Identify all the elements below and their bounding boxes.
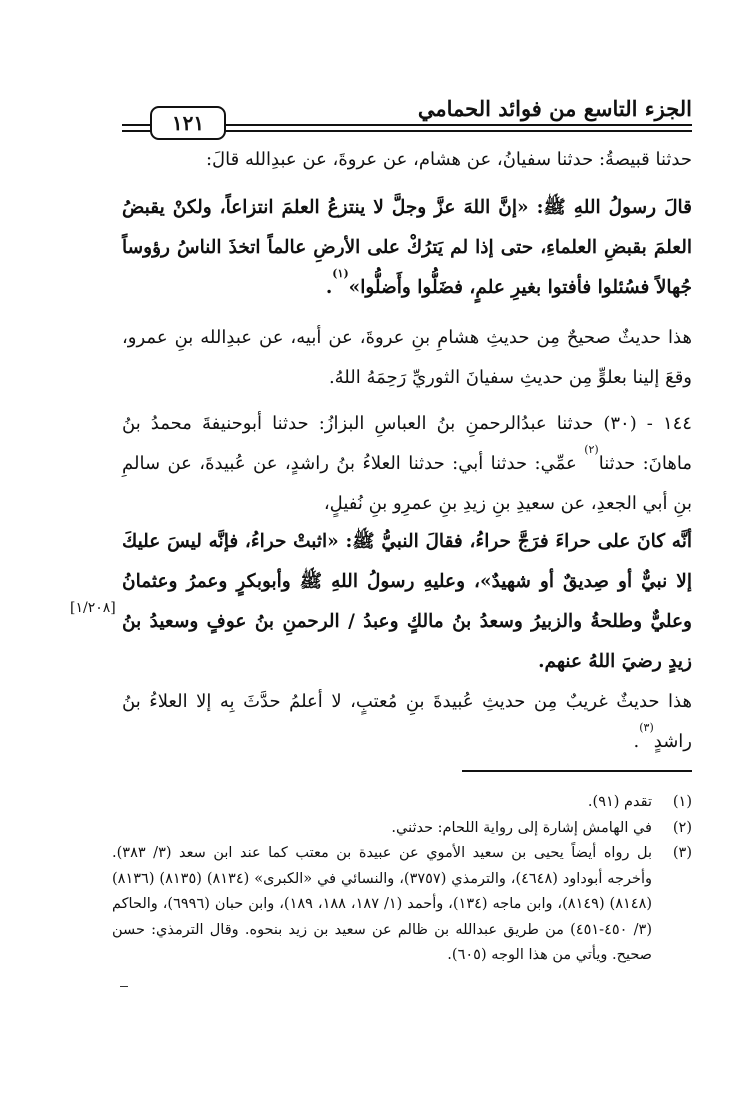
paragraph-text: ١٤٤ - (٣٠) حدثنا عبدُالرحمنِ بنُ العباسِ البزازُ: حدثنا أبوحنيفةَ محمدُ بنُ ماهانَ: حدثنا <box>122 413 693 474</box>
footnote-text: في الهامش إشارة إلى رواية اللحام: حدثني. <box>391 819 652 836</box>
footnote-marker: (١) <box>332 267 349 280</box>
paragraph-text: هذا حديثٌ غريبٌ مِن حديثِ عُبيدةَ بنِ مُعتبٍ، لا أعلمُ حدَّثَ بِه إلا العلاءُ بنُ راشدٍ <box>122 691 692 752</box>
footnotes <box>112 790 692 969</box>
paragraph-isnad-2 <box>122 404 692 524</box>
footnote-number: (٢) <box>672 819 692 836</box>
paragraph-text: قالَ رسولُ اللهِ ﷺ: «إنَّ اللهَ عزَّ وجلَّ لا ينتزعُ العلمَ انتزاعاً، ولكنْ يقبضُ العلمَ بقبضِ العلماءِ، حتى إذا لم يَترُكْ على الأرضِ عالماً اتخذَ الناسُ رؤوساً جُهالاً فسُئلوا فأفتوا بغيرِ علمٍ، فضَلُّوا وأَضلُّوا» <box>122 197 692 298</box>
footnote-text: بل رواه أيضاً يحيى بن سعيد الأموي عن عبيدة بن معتب كما عند ابن سعد (٣/ ٣٨٣). وأخرجه أبوداود (٤٦٤٨)، والترمذي (٣٧٥٧)، والنسائي في «الكبرى» (٨١٣٤) (٨١٣٥) (٨١٣٦) (٨١٤٨) (٨١٤٩)، وابن ماجه (١٣٤)، وأحمد (١/ ١٨٧، ١٨٨، ١٨٩)، وابن حبان (٦٩٩٦)، والحاكم (٣/ ٤٥٠-٤٥١) من طريق عبدالله بن ظالم عن سعيد بن زيد بنحوه. وقال الترمذي: حسن صحيح. ويأتي من هذا الوجه (٦٠٥). <box>112 845 653 963</box>
footnote-text: تقدم (٩١). <box>587 794 652 810</box>
page-number: ١٢١ <box>171 111 205 135</box>
printer-mark <box>120 986 128 987</box>
paragraph-isnad-1 <box>122 140 692 180</box>
footnote-2 <box>112 816 692 842</box>
footnote-1 <box>112 790 692 816</box>
paragraph-hadith-2 <box>122 522 692 682</box>
paragraph-text: عمِّي: حدثنا أبي: حدثنا العلاءُ بنُ راشدٍ، عن عُبيدةَ، عن سالمِ بنِ أبي الجعدِ، عن سعيدِ بنِ زيدِ بنِ عمرِو بنِ نُفيلٍ، <box>122 453 692 514</box>
footnote-marker: (٢) <box>584 443 599 456</box>
page-number-box <box>150 106 226 140</box>
footnote-3 <box>112 841 692 969</box>
footnote-separator <box>462 770 692 772</box>
paragraph-end: . <box>633 731 640 752</box>
paragraph-hadith-1: قالَ رسولُ اللهِ ﷺ: «إنَّ اللهَ عزَّ وجلَّ لا ينتزعُ العلمَ انتزاعاً، ولكنْ يقبضُ العلمَ بقبضِ العلماءِ، حتى إذا لم يَترُكْ على الأرضِ عالماً اتخذَ الناسُ رؤوساً جُهالاً فسُئلوا فأفتوا بغيرِ علمٍ، فضَلُّوا وأَضلُّوا»$^{(١)}$. <box>122 197 692 298</box>
paragraph-text: هذا حديثٌ صحيحٌ مِن حديثِ هشامِ بنِ عروةَ، عن أبيه، عن عبدِالله بنِ عمرو، وقعَ إلينا بعلوٍّ مِن حديثِ سفيانَ الثوريِّ رَحِمَهُ اللهُ. <box>122 327 692 388</box>
paragraph-text: حدثنا قبيصةُ: حدثنا سفيانُ، عن هشام، عن عروةَ، عن عبدِالله قالَ: <box>205 149 692 170</box>
paragraph-text: أنَّه كانَ على حراءَ فرَجَّ حراءُ، فقالَ النبيُّ ﷺ: «اثبتْ حراءُ، فإنَّه ليسَ عليكَ إلا نبيٌّ أو صِديقٌ أو شهيدٌ»، وعليهِ رسولُ اللهِ ﷺ وأبوبكرٍ وعمرُ وعثمانُ وعليٌّ وطلحةُ والزبيرُ وسعدُ بنُ مالكٍ وعبدُ / الرحمنِ بنُ عوفٍ وسعيدُ بنُ زيدٍ رضيَ اللهُ عنهم. <box>122 531 692 672</box>
footnote-number: (٣) <box>672 845 692 861</box>
footnote-marker: (٣) <box>639 721 654 734</box>
paragraph-commentary-1 <box>122 318 692 398</box>
paragraph-commentary-2 <box>122 682 692 762</box>
margin-reference: [١/٢٠٨] <box>70 600 116 616</box>
footnote-number: (١) <box>672 794 692 810</box>
running-header-title: الجزء التاسع من فوائد الحمامي <box>417 96 692 121</box>
